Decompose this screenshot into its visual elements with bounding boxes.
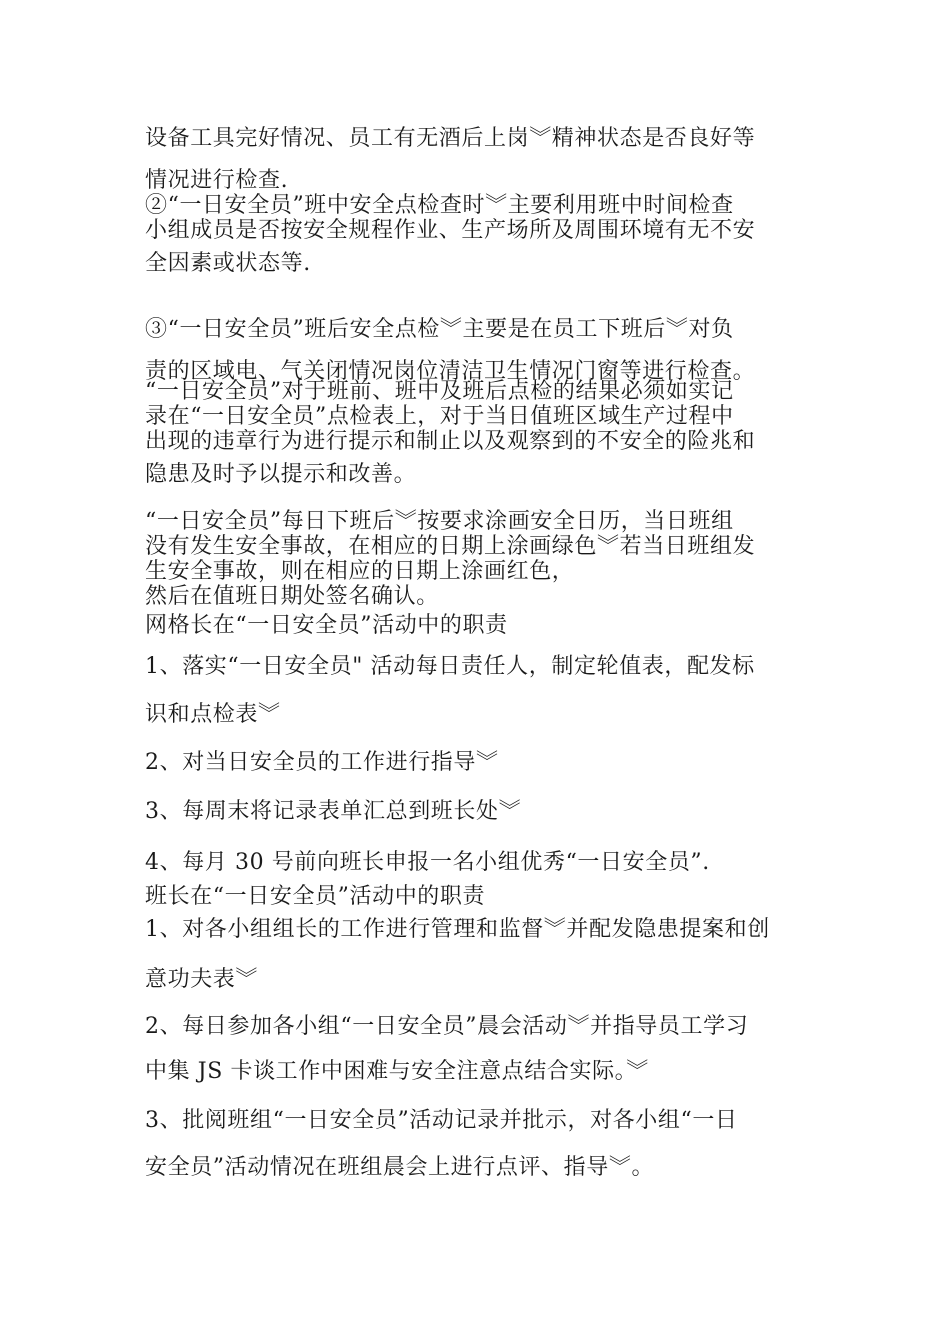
- text-line: 1、落实“一日安全员" 活动每日责任人，制定轮值表，配发标: [145, 654, 755, 679]
- text-line: “一日安全员”每日下班后︾按要求涂画安全日历，当日班组: [145, 509, 734, 534]
- text-line: ②“一日安全员”班中安全点检查时︾主要利用班中时间检查: [145, 193, 734, 218]
- paragraph-pre-shift-check-end: [145, 118, 810, 193]
- paragraph-check-record: [145, 379, 810, 509]
- text-line: 安全员”活动情况在班组晨会上进行点评、指导︾。: [145, 1155, 655, 1180]
- section-heading: 班长在“一日安全员”活动中的职责: [145, 884, 486, 909]
- text-line: “一日安全员”对于班前、班中及班后点检的结果必须如实记: [145, 379, 734, 404]
- text-line: 识和点检表︾: [145, 702, 281, 727]
- text-line: 出现的违章行为进行提示和制止以及观察到的不安全的险兆和: [145, 429, 756, 454]
- text-line: 3、批阅班组“一日安全员”活动记录并批示，对各小组“一日: [145, 1108, 738, 1133]
- text-line: 1、对各小组组长的工作进行管理和监督︾并配发隐患提案和创: [145, 917, 770, 942]
- text-line: 隐患及时予以提示和改善。: [145, 462, 417, 487]
- list-item: [145, 1096, 810, 1196]
- section-heading-grid-leader: [145, 613, 810, 641]
- text-line: 生安全事故，则在相应的日期上涂画红色，: [145, 559, 575, 584]
- text-line: 3、每周末将记录表单汇总到班长处︾: [145, 799, 522, 824]
- text-line: 情况进行检查.: [145, 168, 289, 193]
- text-line: 全因素或状态等.: [145, 251, 311, 276]
- text-line: 2、每日参加各小组“一日安全员”晨会活动︾并指导员工学习: [145, 1014, 749, 1039]
- section-heading: 网格长在“一日安全员”活动中的职责: [145, 613, 508, 638]
- text-line: 录在“一日安全员”点检表上，对于当日值班区域生产过程中: [145, 404, 734, 429]
- list-item: [145, 788, 810, 837]
- list-item: [145, 902, 810, 1006]
- list-item: [145, 739, 810, 788]
- paragraph-post-shift-check: [145, 309, 810, 384]
- text-line: 2、对当日安全员的工作进行指导︾: [145, 750, 499, 775]
- text-line: 没有发生安全事故，在相应的日期上涂画绿色︾若当日班组发: [145, 534, 756, 559]
- list-item: [145, 1006, 810, 1096]
- text-line: 小组成员是否按安全规程作业、生产场所及周围环境有无不安: [145, 218, 756, 243]
- list-item: [145, 837, 810, 874]
- text-line: 中集 JS 卡谈工作中困难与安全注意点结合实际。︾: [145, 1059, 649, 1084]
- section-heading-team-leader: [145, 874, 810, 909]
- paragraph-safety-calendar: [145, 509, 810, 613]
- document-body: [145, 118, 810, 1196]
- text-line: 然后在值班日期处签名确认。: [145, 584, 439, 609]
- list-item: [145, 641, 810, 739]
- paragraph-mid-shift-check: [145, 193, 810, 309]
- text-line: ③“一日安全员”班后安全点检︾主要是在员工下班后︾对负: [145, 317, 734, 342]
- text-line: 意功夫表︾: [145, 967, 259, 992]
- text-line: 设备工具完好情况、员工有无酒后上岗︾精神状态是否良好等: [145, 126, 756, 151]
- text-line: 4、每月 30 号前向班长申报一名小组优秀“一日安全员”.: [145, 850, 710, 875]
- text-line: 责的区域电、气关闭情况岗位清洁卫生情况门窗等进行检查。: [145, 359, 756, 384]
